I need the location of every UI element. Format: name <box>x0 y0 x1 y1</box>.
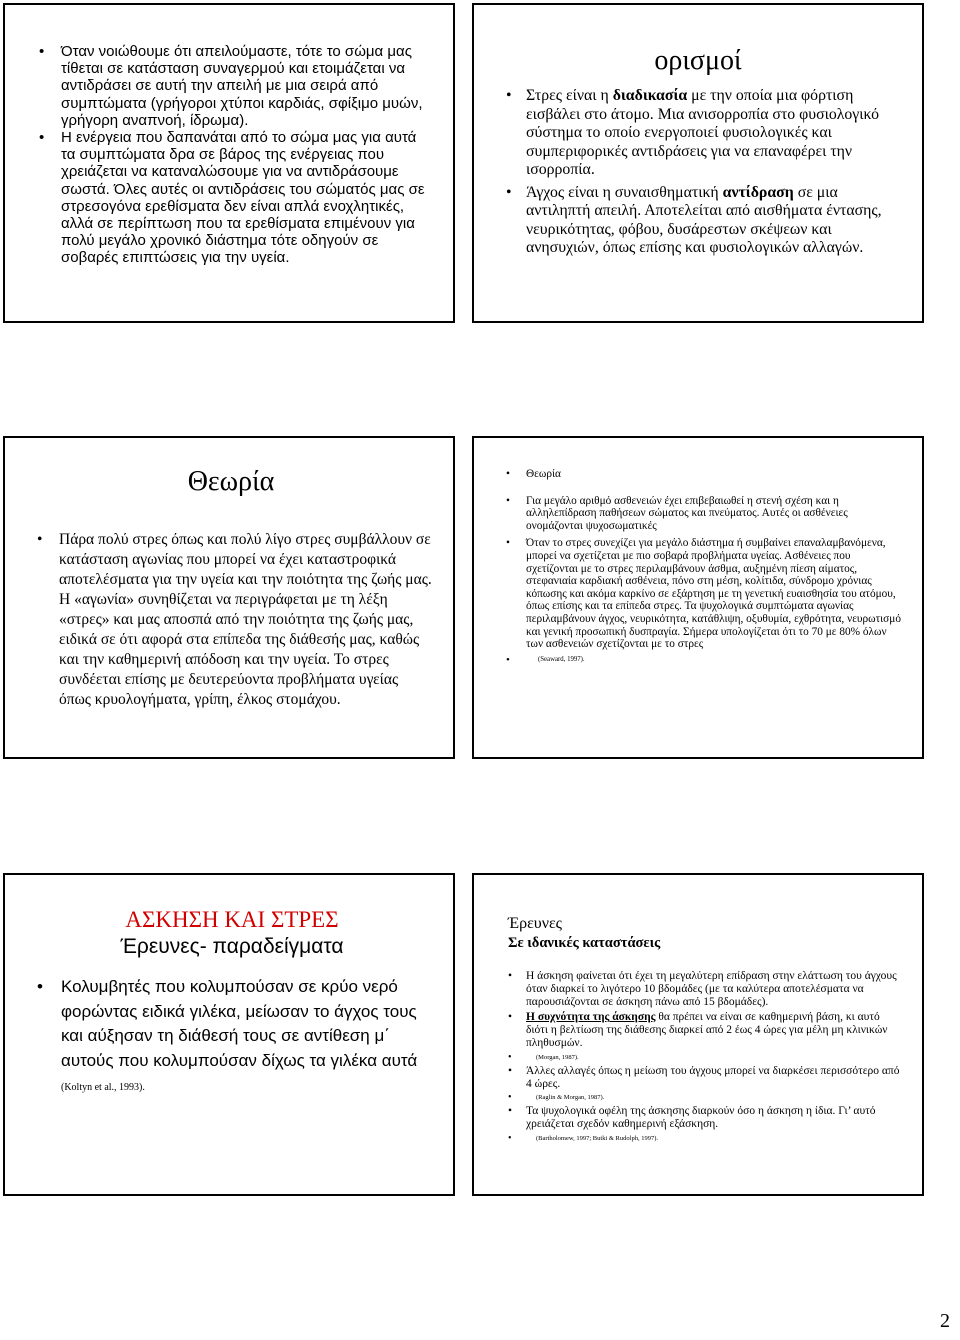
text: Άγχος είναι η συναισθηματική <box>526 183 723 201</box>
bullet-item: • Η ενέργεια που δαπανάται από το σώμα μας για αυτά τα συμπτώματα δρα σε βάρος της ενέργειας που χρειάζεται να καταναλώσουμε για να αντιδράσουμε σωστά. Όλες αυτές οι αντιδράσεις του σώματός μας σε στρεσογόνα ερεθίσματα δεν είναι απλά ενοχλητικές, αλλά σε περίπτωση που τα ερεθίσματα επιμένουν για πολύ μεγάλο χρονικό διάστημα τότε οδηγούν σε σοβαρές επιπτώσεις για την υγεία. <box>61 129 429 267</box>
page-number: 2 <box>940 1310 950 1332</box>
slide-title: Θεωρία <box>187 466 275 497</box>
bullet-item: • Για μεγάλο αριθμό ασθενειών έχει επιβεβαιωθεί η στενή σχέση και η αλληλεπίδραση παθήσεων σώματος και πνεύματος. Αυτές οι ασθένειες ονομάζονται ψυχοσωματικές <box>526 495 902 533</box>
citation: • (Bartholomew, 1997; Butki & Rudolph, 1997). <box>536 1134 902 1143</box>
bullet-item <box>526 87 900 180</box>
slide-title: Έρευνες <box>508 915 563 932</box>
slide-research-ideal <box>472 873 924 1196</box>
bullet-item <box>526 184 900 258</box>
slide-exercise-stress <box>3 873 455 1196</box>
bullet-item: • Η άσκηση φαίνεται ότι έχει τη μεγαλύτερη επίδραση στην ελάττωση του άγχους όταν διαρκεί το λιγότερο 10 βδομάδες (με τα καλύτερα αποτελέσματα να παρουσιάζονται σε άσκηση πάνω από 15 βδομάδες). <box>526 970 902 1008</box>
slide-title: ΑΣΚΗΣΗ ΚΑΙ ΣΤΡΕΣ <box>125 907 339 932</box>
slide-theory-diseases <box>472 436 924 759</box>
citation: • (Seaward, 1997). <box>538 656 902 664</box>
text: Κολυμβητές που κολυμπούσαν σε κρύο νερό φορώντας ειδικά γιλέκα, μείωσαν το άγχος τους και αύξησαν τη διάθεσή τους σε αντίθεση μ΄ αυτούς που κολυμπούσαν δίχως τα γιλέκα αυτά <box>61 977 418 1070</box>
bullet-item <box>526 1011 902 1049</box>
slide-subtitle: Έρευνες- παραδείγματα <box>120 935 344 958</box>
bullet-list <box>526 87 900 258</box>
bold-term: αντίδραση <box>722 183 794 201</box>
text: Στρες είναι η <box>526 87 613 104</box>
bullet-list <box>61 43 429 267</box>
slide-definitions <box>472 3 924 323</box>
citation: (Koltyn et al., 1993). <box>61 1082 145 1093</box>
slide-title: ορισμοί <box>654 45 742 76</box>
citation: • (Raglin & Morgan, 1987). <box>536 1093 902 1102</box>
text: σε μια αντιληπτή απειλή. Αποτελείται από αισθήματα έντασης, νευρικότητας, φόβου, δυσάρεστων σκέψεων και ανησυχιών, όπως επίσης και φυσιολογικών αλλαγών. <box>526 183 882 256</box>
bullet-item: • Πάρα πολύ στρες όπως και πολύ λίγο στρες συμβάλλουν σε κατάσταση αγωνίας που μπορεί να έχει καταστροφικά αποτελέσματα για την υγεία και την ποιότητα της ζωής μας. Η «αγωνία» συνηθίζεται να περιγράφεται με τη λέξη «στρες» και μας αποσπά από την ποιότητα της ζωής μας, ειδικά σε ότι αφορά στα επίπεδα της διάθεσής μας, καθώς και την καθημερινή απόδοση και την υγεία. Το στρες συνδέεται επίσης με δευτερεύοντα προβλήματα υγείας όπως κρυολογήματα, γρίπη, έλκος στομάχου. <box>59 530 433 710</box>
bold-term: Η συχνότητα της άσκησης <box>526 1011 656 1024</box>
slide-theory <box>3 436 455 759</box>
text: θα πρέπει να είναι σε καθημερινή βάση, κι αυτό διότι η βελτίωση της διάθεσης διαρκεί από 2 έως 4 ώρες για μέλη μη κλινικών πληθυσμών. <box>526 1011 888 1049</box>
bullet-item: • Όταν το στρες συνεχίζει για μεγάλο διάστημα ή συμβαίνει επαναλαμβανόμενα, μπορεί να σχετίζεται με πιο σοβαρά προβλήματα υγείας. Ασθένειες που σχετίζονται με το στρες περιλαμβάνουν άσθμα, αυξημένη πίεση αίματος, στεφανιαία καρδιακή ασθένεια, πόνο στη μέση, κολίτιδα, σύνδρομο χρόνιας κόπωσης και ακόμα καρκίνο σε εξάρτηση με τη γενετική ευαισθησία του ατόμου, όπως επίσης και τα επίπεδα στρες. Τα ψυχολογικά συμπτώματα αγωνίας περιλαμβάνουν άγχος, νευρικότητα, κατάθλιψη, οξυθυμία, εχθρότητα, νευρωτισμό και γενική προσωπική δυσπραγία. Σήμερα υπολογίζεται ότι το 70 με 80% όλων των ασθενειών σχετίζονται με το στρες <box>526 537 902 650</box>
slide-stress-symptoms <box>3 3 455 323</box>
bullet-list <box>61 975 433 1101</box>
bullet-item: • Όταν νοιώθουμε ότι απειλούμαστε, τότε το σώμα μας τίθεται σε κατάσταση συναγερμού και ετοιμάζεται να αντιδράσει σε αυτή την απειλή με μια σειρά από συμπτώματα (γρήγοροι χτύποι καρδιάς, σφίξιμο μυών, γρήγορη αναπνοή, ίδρωμα). <box>61 43 429 129</box>
bullet-list <box>59 530 433 710</box>
bullet-list <box>526 468 902 664</box>
text: με την οποία μια φόρτιση εισβάλει στο άτομο. Μια ανισορροπία στο φυσιολογικό σύστημα το οποίο ενεργοποιεί φυσιολογικές και συμπεριφορικές αντιδράσεις για να επαναφέρει την ισορροπία. <box>526 87 880 178</box>
bold-term: διαδικασία <box>612 87 688 104</box>
bullet-list <box>526 970 902 1143</box>
bullet-item: • Τα ψυχολογικά οφέλη της άσκησης διαρκούν όσο η άσκηση η ίδια. Γι’ αυτό χρειάζεται σχεδόν καθημερινή εξάσκηση. <box>526 1105 902 1131</box>
bullet-item-title: • Θεωρία <box>526 468 902 481</box>
citation: • (Morgan, 1987). <box>536 1053 902 1062</box>
bullet-item: • Άλλες αλλαγές όπως η μείωση του άγχους μπορεί να διαρκέσει περισσότερο από 4 ώρες. <box>526 1065 902 1091</box>
bullet-item <box>61 975 433 1101</box>
slide-subtitle: Σε ιδανικές καταστάσεις <box>508 935 661 951</box>
